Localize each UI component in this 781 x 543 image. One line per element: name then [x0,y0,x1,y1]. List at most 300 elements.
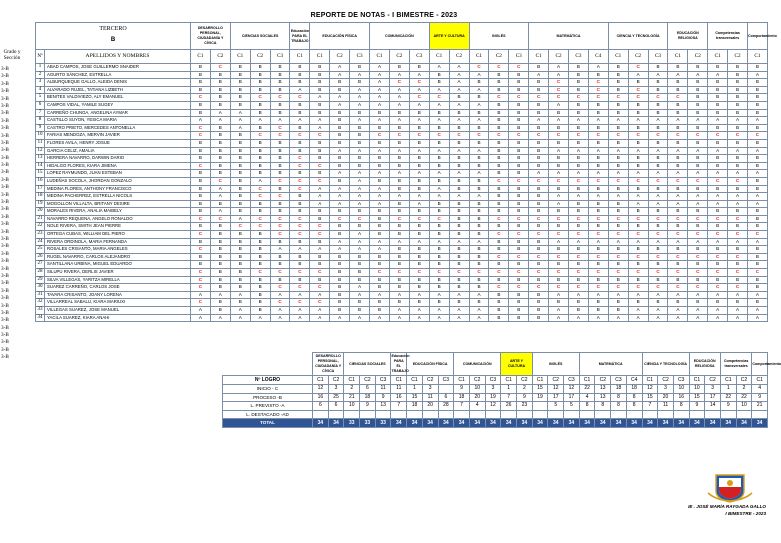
grade-cell: A [668,147,688,155]
grade-cell: B [429,208,449,216]
grade-cell: C [668,177,688,185]
grade-cell: A [350,86,370,94]
grade-cell: B [608,139,628,147]
grade-cell: A [409,86,429,94]
grade-cell: B [509,200,529,208]
grade-cell: C [191,299,211,307]
grade-cell: A [708,307,728,315]
grade-cell: C [588,284,608,292]
grade-cell: B [748,276,768,284]
grade-cell: B [250,253,270,261]
grade-cell: A [568,117,588,125]
grade-cell: B [469,208,489,216]
school-crest-logo [702,473,758,503]
grade-cell: C [370,269,390,277]
grade-cell: B [250,261,270,269]
grado-seccion-item: 3-B [1,117,9,124]
grade-cell: B [330,284,350,292]
grade-cell: B [290,200,310,208]
grade-cell: B [290,124,310,132]
grade-cell: A [728,314,748,322]
grade-cell: B [568,155,588,163]
grade-cell: B [688,155,708,163]
grade-cell: A [708,147,728,155]
grade-cell: C [270,269,290,277]
grade-cell: B [728,246,748,254]
grade-cell: B [230,132,250,140]
area-header: EDUCACIÓN FÍSICA [310,23,370,50]
summary-value: 6 [360,385,376,394]
grade-cell: B [449,299,469,307]
student-number: 19 [36,200,45,208]
grade-cell: C [489,177,509,185]
grade-cell: C [290,269,310,277]
grado-seccion-item: 3-B [1,213,9,220]
grade-cell: C [728,269,748,277]
grade-cell: B [469,185,489,193]
grade-cell: C [529,94,549,102]
summary-value [375,410,391,419]
grado-seccion-item: 3-B [1,191,9,198]
grade-cell: A [529,71,549,79]
summary-competency-header: C1 [313,376,329,385]
grade-cell: B [648,185,668,193]
student-row [36,155,768,163]
grade-cell: C [568,231,588,239]
grade-cell: B [370,253,390,261]
grado-seccion-item: 3-B [1,332,9,339]
summary-value: 22 [736,393,752,402]
student-name: RUGEL NAVARRO, CARLOS ALEJANDRO [45,253,191,261]
grade-cell: B [489,291,509,299]
tercero-label: TERCERO [99,25,127,32]
grade-cell: A [449,71,469,79]
grade-cell: B [568,101,588,109]
grade-cell: B [350,253,370,261]
grade-cell: B [389,139,409,147]
grade-cell: B [310,71,330,79]
grade-cell: B [230,71,250,79]
grade-cell: A [429,86,449,94]
grade-cell: B [728,86,748,94]
grade-cell: A [370,101,390,109]
grade-cell: B [350,79,370,87]
grade-cell: A [330,147,350,155]
grade-cell: B [330,253,350,261]
grade-cell: B [728,139,748,147]
summary-value: 34 [642,419,658,428]
summary-area-header: EDUCACIÓN RELIGIOSA [689,353,720,376]
grade-cell: B [429,124,449,132]
grade-cell: B [529,124,549,132]
grade-cell: B [210,132,230,140]
grade-cell: C [270,193,290,201]
grade-cell: A [370,147,390,155]
summary-value: 33 [344,419,360,428]
grade-cell: B [469,79,489,87]
grade-cell: B [529,155,549,163]
grade-cell: B [588,109,608,117]
grade-cell: B [668,101,688,109]
grade-cell: A [330,64,350,72]
grade-cell: C [668,215,688,223]
school-name: IE . JOSÉ MARÍA RAYGADA GALLO [688,504,766,509]
grade-cell: B [210,155,230,163]
grade-cell: B [568,246,588,254]
grade-cell: B [429,109,449,117]
grade-cell: C [688,177,708,185]
grade-cell: B [529,162,549,170]
grade-cell: A [568,193,588,201]
grade-cell: A [350,314,370,322]
student-row [36,117,768,125]
grade-cell: C [270,124,290,132]
grade-cell: C [429,215,449,223]
grade-cell: C [389,132,409,140]
grade-cell: C [509,253,529,261]
grade-cell: C [529,132,549,140]
grade-cell: B [509,291,529,299]
grade-cell: A [370,117,390,125]
grade-cell: B [330,269,350,277]
grade-cell: B [608,86,628,94]
grade-cell: B [330,86,350,94]
grade-cell: B [250,147,270,155]
grade-cell: B [708,139,728,147]
grade-cell: B [350,124,370,132]
summary-value: 10 [469,385,485,394]
student-row [36,231,768,239]
grade-cell: C [549,269,569,277]
grade-cell: A [389,307,409,315]
grade-cell: A [748,193,768,201]
summary-area-header: DESARROLLO PERSONAL, CIUDADANÍA Y CÍVICA [313,353,344,376]
grade-cell: B [469,162,489,170]
area-header: MATEMÁTICA [529,23,609,50]
student-number: 18 [36,193,45,201]
summary-area-header: CIENCIAS SOCIALES [344,353,391,376]
grade-cell: B [588,246,608,254]
grade-cell: B [549,155,569,163]
summary-competency-header: C2 [422,376,438,385]
grade-cell: A [191,117,211,125]
grade-cell: A [370,71,390,79]
grade-cell: B [270,261,290,269]
grade-cell: A [708,291,728,299]
grade-cell: C [290,223,310,231]
summary-value: 10 [344,402,360,411]
grade-cell: B [469,231,489,239]
grade-cell: B [668,79,688,87]
summary-value: 34 [626,419,642,428]
grade-cell: A [668,314,688,322]
grade-cell: B [748,139,768,147]
summary-area-header: EDUCACIÓN FÍSICA [407,353,454,376]
grade-cell: B [370,124,390,132]
grade-cell: B [250,299,270,307]
grado-seccion-item: 3-B [1,66,9,72]
grade-cell: C [270,94,290,102]
grade-cell: A [588,147,608,155]
grade-cell: B [449,94,469,102]
grade-cell: B [409,261,429,269]
grado-seccion-header: Grado y Sección [3,49,21,61]
grade-cell: A [350,193,370,201]
grade-cell: A [429,193,449,201]
grade-cell: B [588,101,608,109]
grade-cell: B [568,162,588,170]
grade-cell: B [250,246,270,254]
grade-cell: B [449,177,469,185]
grade-cell: B [429,223,449,231]
grade-cell: B [708,124,728,132]
grade-cell: C [210,215,230,223]
grade-cell: B [648,124,668,132]
summary-value: 8 [673,402,689,411]
grade-cell: A [708,170,728,178]
grade-cell: A [628,170,648,178]
grade-cell: A [628,71,648,79]
grade-cell: B [588,223,608,231]
student-number: 15 [36,170,45,178]
student-name: VILLARREAL SABALU, KIARA MARIUXI [45,299,191,307]
grade-cell: A [389,101,409,109]
grade-cell: C [628,94,648,102]
grade-cell: B [210,139,230,147]
student-number: 27 [36,261,45,269]
grade-level-header [36,23,191,50]
grade-cell: B [549,109,569,117]
grade-cell: A [250,314,270,322]
grade-cell: A [748,117,768,125]
grade-cell: B [489,79,509,87]
grade-cell: A [230,291,250,299]
summary-value: 34 [454,419,470,428]
grade-cell: C [608,94,628,102]
grade-cell: A [429,101,449,109]
grade-cell: C [191,94,211,102]
grade-cell: B [588,276,608,284]
seccion-label: B [110,36,116,43]
grade-cell: B [748,215,768,223]
grade-cell: B [290,64,310,72]
grade-cell: B [330,79,350,87]
summary-value [517,410,533,419]
grade-cell: C [191,215,211,223]
grade-cell: B [389,299,409,307]
student-number: 24 [36,238,45,246]
grade-cell: B [191,86,211,94]
grade-cell: B [230,261,250,269]
grade-cell: B [529,139,549,147]
grade-cell: B [409,185,429,193]
grade-cell: B [230,170,250,178]
grade-cell: C [728,284,748,292]
grado-seccion-item: 3-B [1,354,9,361]
grade-cell: A [469,307,489,315]
competency-header: C1 [608,50,628,64]
grade-cell: C [469,269,489,277]
student-number: 9 [36,124,45,132]
grade-cell: A [429,185,449,193]
student-number: 5 [36,94,45,102]
grade-cell: B [389,200,409,208]
student-number: 10 [36,132,45,140]
student-name: SILVA VILLEGAS, YARITZA MIRELLA [45,276,191,284]
grade-cell: B [270,64,290,72]
student-number: 20 [36,208,45,216]
grade-cell: C [568,132,588,140]
student-number: 17 [36,185,45,193]
student-row [36,162,768,170]
summary-value: 12 [548,385,564,394]
grade-cell: B [728,155,748,163]
grade-cell: B [588,208,608,216]
grade-cell: A [210,185,230,193]
grade-cell: B [529,109,549,117]
grade-cell: B [270,71,290,79]
grade-cell: A [748,314,768,322]
grade-cell: A [708,238,728,246]
grado-seccion-item: 3-B [1,295,9,302]
grade-cell: C [250,94,270,102]
grade-cell: B [568,223,588,231]
grade-cell: C [608,177,628,185]
grado-seccion-item: 3-B [1,102,9,109]
grade-cell: B [489,155,509,163]
grade-cell: B [250,238,270,246]
grade-cell: B [628,162,648,170]
grade-cell: B [370,177,390,185]
grade-cell: C [549,215,569,223]
student-row [36,246,768,254]
grade-cell: C [469,64,489,72]
grade-cell: A [429,147,449,155]
grade-cell: B [668,124,688,132]
grade-cell: A [429,64,449,72]
summary-competency-header: C1 [752,376,768,385]
summary-value: 11 [375,385,391,394]
summary-value: 22 [579,385,595,394]
grade-cell: B [310,208,330,216]
grade-cell: B [668,299,688,307]
grade-cell: A [449,101,469,109]
grade-cell: A [191,314,211,322]
grado-seccion-item: 3-B [1,132,9,139]
grade-cell: B [230,231,250,239]
grade-cell: B [529,246,549,254]
grade-cell: B [529,193,549,201]
grade-cell: B [250,79,270,87]
grade-cell: B [191,147,211,155]
grade-cell: A [230,117,250,125]
competency-header: C1 [230,50,250,64]
summary-value: 1 [720,385,736,394]
student-row [36,223,768,231]
grade-cell: B [469,261,489,269]
grade-cell: B [409,139,429,147]
summary-value [532,402,548,411]
grade-cell: A [389,238,409,246]
grade-cell: A [628,314,648,322]
grado-seccion-list [0,66,24,362]
grado-seccion-item: 3-B [1,280,9,287]
summary-value: 1 [501,385,517,394]
grade-cell: B [748,79,768,87]
grade-cell: C [270,177,290,185]
grade-cell: C [509,215,529,223]
grade-cell: A [588,193,608,201]
grade-cell: A [409,291,429,299]
grade-cell: A [469,238,489,246]
grade-cell: B [608,223,628,231]
grade-cell: B [748,246,768,254]
grade-cell: B [529,86,549,94]
grade-cell: A [350,170,370,178]
grade-cell: B [429,200,449,208]
grade-cell: B [389,208,409,216]
grade-cell: B [191,101,211,109]
grade-cell: B [469,215,489,223]
grade-cell: A [389,291,409,299]
grado-seccion-item: 3-B [1,125,9,132]
grade-cell: B [370,208,390,216]
grade-cell: B [748,284,768,292]
grade-cell: B [628,299,648,307]
grade-cell: A [210,291,230,299]
grade-cell: A [409,101,429,109]
grade-cell: C [290,162,310,170]
grade-cell: B [270,139,290,147]
grade-cell: B [250,71,270,79]
student-row [36,132,768,140]
student-number: 33 [36,307,45,315]
grade-cell: B [469,253,489,261]
grade-cell: C [648,94,668,102]
grade-cell: C [608,284,628,292]
grade-cell: C [549,94,569,102]
competency-header: C2 [330,50,350,64]
grade-cell: A [310,307,330,315]
grade-cell: B [648,261,668,269]
summary-value: 8 [626,402,642,411]
student-number: 4 [36,86,45,94]
summary-value: 21 [752,402,768,411]
grade-cell: C [708,253,728,261]
grade-cell: A [409,117,429,125]
grade-cell: A [469,71,489,79]
grade-cell: B [270,79,290,87]
grade-cell: A [210,109,230,117]
grade-cell: B [389,177,409,185]
grade-cell: B [330,124,350,132]
grade-cell: B [310,139,330,147]
grade-cell: A [330,101,350,109]
summary-value: 18 [626,385,642,394]
grade-cell: B [330,223,350,231]
grade-cell: A [230,215,250,223]
grade-cell: B [389,284,409,292]
grade-cell: C [310,299,330,307]
grade-cell: A [469,170,489,178]
grade-cell: B [350,223,370,231]
grade-cell: C [688,215,708,223]
grade-cell: B [568,139,588,147]
grade-cell: B [230,299,250,307]
competency-header: C3 [350,50,370,64]
grade-cell: C [588,79,608,87]
grade-cell: B [648,109,668,117]
